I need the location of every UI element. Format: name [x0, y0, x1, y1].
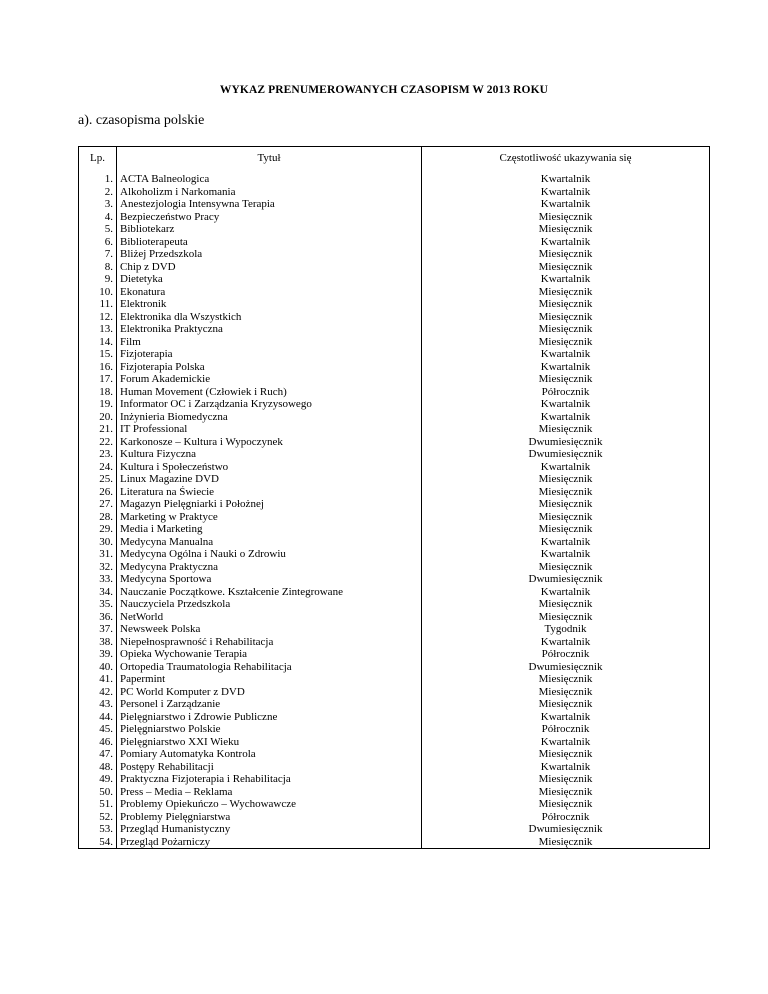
cell-frequency: Miesięcznik	[422, 373, 710, 386]
cell-lp: 43.	[79, 698, 117, 711]
table-row	[79, 361, 710, 374]
cell-lp: 52.	[79, 811, 117, 824]
table-row	[79, 536, 710, 549]
table-row	[79, 823, 710, 836]
table-row	[79, 798, 710, 811]
cell-frequency: Kwartalnik	[422, 186, 710, 199]
cell-title: Fizjoterapia	[117, 348, 422, 361]
cell-lp: 37.	[79, 623, 117, 636]
cell-frequency: Dwumiesięcznik	[422, 448, 710, 461]
cell-title: Bibliotekarz	[117, 223, 422, 236]
cell-frequency: Miesięcznik	[422, 798, 710, 811]
cell-lp: 27.	[79, 498, 117, 511]
cell-frequency: Kwartalnik	[422, 636, 710, 649]
table-row	[79, 711, 710, 724]
cell-frequency: Miesięcznik	[422, 211, 710, 224]
cell-frequency: Kwartalnik	[422, 586, 710, 599]
cell-frequency: Kwartalnik	[422, 461, 710, 474]
cell-lp: 18.	[79, 386, 117, 399]
cell-title: Ortopedia Traumatologia Rehabilitacja	[117, 661, 422, 674]
table-row	[79, 386, 710, 399]
cell-title: Opieka Wychowanie Terapia	[117, 648, 422, 661]
cell-lp: 28.	[79, 511, 117, 524]
cell-frequency: Miesięcznik	[422, 773, 710, 786]
cell-title: Kultura i Społeczeństwo	[117, 461, 422, 474]
cell-title: Linux Magazine DVD	[117, 473, 422, 486]
table-row	[79, 298, 710, 311]
cell-lp: 15.	[79, 348, 117, 361]
cell-lp: 40.	[79, 661, 117, 674]
cell-title: Karkonosze – Kultura i Wypoczynek	[117, 436, 422, 449]
cell-lp: 50.	[79, 786, 117, 799]
cell-lp: 45.	[79, 723, 117, 736]
table-row	[79, 523, 710, 536]
cell-title: Alkoholizm i Narkomania	[117, 186, 422, 199]
cell-lp: 3.	[79, 198, 117, 211]
cell-lp: 24.	[79, 461, 117, 474]
cell-frequency: Kwartalnik	[422, 236, 710, 249]
table-row	[79, 398, 710, 411]
cell-lp: 11.	[79, 298, 117, 311]
cell-lp: 49.	[79, 773, 117, 786]
cell-title: Fizjoterapia Polska	[117, 361, 422, 374]
cell-lp: 13.	[79, 323, 117, 336]
cell-title: Pielęgniarstwo XXI Wieku	[117, 736, 422, 749]
cell-title: Personel i Zarządzanie	[117, 698, 422, 711]
cell-lp: 6.	[79, 236, 117, 249]
cell-frequency: Miesięcznik	[422, 836, 710, 849]
table-row	[79, 186, 710, 199]
header-title: Tytuł	[117, 147, 422, 174]
cell-title: Newsweek Polska	[117, 623, 422, 636]
cell-title: Niepełnosprawność i Rehabilitacja	[117, 636, 422, 649]
cell-frequency: Miesięcznik	[422, 336, 710, 349]
cell-frequency: Kwartalnik	[422, 361, 710, 374]
table-row	[79, 311, 710, 324]
table-row	[79, 786, 710, 799]
header-frequency: Częstotliwość ukazywania się	[422, 147, 710, 174]
cell-lp: 33.	[79, 573, 117, 586]
cell-lp: 29.	[79, 523, 117, 536]
cell-title: Medycyna Manualna	[117, 536, 422, 549]
cell-title: Pielęgniarstwo i Zdrowie Publiczne	[117, 711, 422, 724]
cell-title: Praktyczna Fizjoterapia i Rehabilitacja	[117, 773, 422, 786]
cell-frequency: Półrocznik	[422, 723, 710, 736]
cell-frequency: Miesięcznik	[422, 523, 710, 536]
cell-title: Dietetyka	[117, 273, 422, 286]
cell-title: Biblioterapeuta	[117, 236, 422, 249]
table-row	[79, 548, 710, 561]
cell-frequency: Miesięcznik	[422, 323, 710, 336]
cell-frequency: Tygodnik	[422, 623, 710, 636]
table-row	[79, 561, 710, 574]
cell-frequency: Miesięcznik	[422, 686, 710, 699]
cell-title: Anestezjologia Intensywna Terapia	[117, 198, 422, 211]
cell-title: Magazyn Pielęgniarki i Położnej	[117, 498, 422, 511]
table-row	[79, 286, 710, 299]
table-row	[79, 761, 710, 774]
cell-frequency: Miesięcznik	[422, 298, 710, 311]
cell-title: Przegląd Pożarniczy	[117, 836, 422, 849]
cell-title: NetWorld	[117, 611, 422, 624]
table-row	[79, 423, 710, 436]
cell-lp: 14.	[79, 336, 117, 349]
periodicals-table	[78, 146, 710, 849]
table-row	[79, 511, 710, 524]
table-row	[79, 261, 710, 274]
cell-title: Problemy Pielęgniarstwa	[117, 811, 422, 824]
cell-lp: 36.	[79, 611, 117, 624]
cell-frequency: Kwartalnik	[422, 536, 710, 549]
cell-lp: 41.	[79, 673, 117, 686]
cell-frequency: Miesięcznik	[422, 473, 710, 486]
cell-frequency: Półrocznik	[422, 811, 710, 824]
cell-title: Przegląd Humanistyczny	[117, 823, 422, 836]
cell-title: Inżynieria Biomedyczna	[117, 411, 422, 424]
cell-title: Film	[117, 336, 422, 349]
table-row	[79, 436, 710, 449]
cell-lp: 17.	[79, 373, 117, 386]
cell-lp: 2.	[79, 186, 117, 199]
cell-title: Medycyna Sportowa	[117, 573, 422, 586]
cell-lp: 1.	[79, 173, 117, 186]
cell-frequency: Miesięcznik	[422, 611, 710, 624]
cell-frequency: Kwartalnik	[422, 273, 710, 286]
table-row	[79, 748, 710, 761]
cell-title: Chip z DVD	[117, 261, 422, 274]
cell-frequency: Miesięcznik	[422, 248, 710, 261]
cell-frequency: Kwartalnik	[422, 348, 710, 361]
cell-title: Media i Marketing	[117, 523, 422, 536]
cell-title: Nauczyciela Przedszkola	[117, 598, 422, 611]
cell-title: Bezpieczeństwo Pracy	[117, 211, 422, 224]
cell-frequency: Dwumiesięcznik	[422, 436, 710, 449]
cell-lp: 38.	[79, 636, 117, 649]
table-row	[79, 248, 710, 261]
table-row	[79, 348, 710, 361]
cell-title: Forum Akademickie	[117, 373, 422, 386]
cell-frequency: Kwartalnik	[422, 411, 710, 424]
cell-frequency: Miesięcznik	[422, 423, 710, 436]
cell-title: Kultura Fizyczna	[117, 448, 422, 461]
cell-title: Informator OC i Zarządzania Kryzysowego	[117, 398, 422, 411]
cell-title: Bliżej Przedszkola	[117, 248, 422, 261]
table-row	[79, 636, 710, 649]
cell-title: Ekonatura	[117, 286, 422, 299]
cell-frequency: Kwartalnik	[422, 761, 710, 774]
cell-title: Papermint	[117, 673, 422, 686]
table-row	[79, 323, 710, 336]
cell-lp: 44.	[79, 711, 117, 724]
cell-title: Elektronika dla Wszystkich	[117, 311, 422, 324]
cell-title: ACTA Balneologica	[117, 173, 422, 186]
table-row	[79, 736, 710, 749]
cell-frequency: Miesięcznik	[422, 561, 710, 574]
cell-lp: 21.	[79, 423, 117, 436]
section-subtitle: a). czasopisma polskie	[78, 113, 205, 128]
cell-lp: 5.	[79, 223, 117, 236]
cell-lp: 22.	[79, 436, 117, 449]
table-row	[79, 611, 710, 624]
cell-frequency: Dwumiesięcznik	[422, 573, 710, 586]
cell-frequency: Miesięcznik	[422, 223, 710, 236]
cell-frequency: Dwumiesięcznik	[422, 661, 710, 674]
cell-lp: 8.	[79, 261, 117, 274]
cell-lp: 46.	[79, 736, 117, 749]
cell-lp: 34.	[79, 586, 117, 599]
cell-lp: 25.	[79, 473, 117, 486]
table-row	[79, 198, 710, 211]
cell-lp: 7.	[79, 248, 117, 261]
cell-frequency: Miesięcznik	[422, 311, 710, 324]
cell-lp: 20.	[79, 411, 117, 424]
cell-lp: 16.	[79, 361, 117, 374]
cell-title: Elektronik	[117, 298, 422, 311]
cell-lp: 30.	[79, 536, 117, 549]
cell-frequency: Miesięcznik	[422, 486, 710, 499]
table-row	[79, 661, 710, 674]
cell-frequency: Półrocznik	[422, 386, 710, 399]
table-row	[79, 486, 710, 499]
table-row	[79, 223, 710, 236]
table-row	[79, 623, 710, 636]
table-row	[79, 686, 710, 699]
cell-lp: 26.	[79, 486, 117, 499]
cell-frequency: Miesięcznik	[422, 286, 710, 299]
table-row	[79, 448, 710, 461]
cell-lp: 54.	[79, 836, 117, 849]
cell-title: Nauczanie Początkowe. Kształcenie Zintegrowane	[117, 586, 422, 599]
cell-frequency: Miesięcznik	[422, 511, 710, 524]
cell-frequency: Kwartalnik	[422, 711, 710, 724]
cell-frequency: Kwartalnik	[422, 548, 710, 561]
cell-title: Problemy Opiekuńczo – Wychowawcze	[117, 798, 422, 811]
cell-title: Literatura na Świecie	[117, 486, 422, 499]
cell-title: Marketing w Praktyce	[117, 511, 422, 524]
table-row	[79, 461, 710, 474]
table-row	[79, 573, 710, 586]
cell-frequency: Miesięcznik	[422, 673, 710, 686]
table-row	[79, 236, 710, 249]
table-row	[79, 598, 710, 611]
table-row	[79, 373, 710, 386]
cell-frequency: Miesięcznik	[422, 748, 710, 761]
cell-title: Pielęgniarstwo Polskie	[117, 723, 422, 736]
cell-lp: 48.	[79, 761, 117, 774]
cell-title: Press – Media – Reklama	[117, 786, 422, 799]
cell-title: PC World Komputer z DVD	[117, 686, 422, 699]
cell-frequency: Miesięcznik	[422, 598, 710, 611]
cell-lp: 23.	[79, 448, 117, 461]
cell-frequency: Dwumiesięcznik	[422, 823, 710, 836]
cell-title: Pomiary Automatyka Kontrola	[117, 748, 422, 761]
cell-frequency: Miesięcznik	[422, 698, 710, 711]
cell-title: Medycyna Praktyczna	[117, 561, 422, 574]
table-row	[79, 211, 710, 224]
cell-lp: 9.	[79, 273, 117, 286]
table-row	[79, 811, 710, 824]
cell-frequency: Kwartalnik	[422, 198, 710, 211]
document-title: WYKAZ PRENUMEROWANYCH CZASOPISM W 2013 ROKU	[219, 84, 549, 96]
table-row	[79, 586, 710, 599]
cell-title: IT Professional	[117, 423, 422, 436]
cell-frequency: Kwartalnik	[422, 398, 710, 411]
cell-frequency: Kwartalnik	[422, 736, 710, 749]
table-row	[79, 648, 710, 661]
table-row	[79, 336, 710, 349]
cell-lp: 53.	[79, 823, 117, 836]
cell-frequency: Miesięcznik	[422, 261, 710, 274]
table-row	[79, 698, 710, 711]
table-row	[79, 411, 710, 424]
cell-title: Elektronika Praktyczna	[117, 323, 422, 336]
table-row	[79, 473, 710, 486]
cell-lp: 19.	[79, 398, 117, 411]
cell-lp: 42.	[79, 686, 117, 699]
table-row	[79, 836, 710, 849]
cell-lp: 10.	[79, 286, 117, 299]
cell-lp: 35.	[79, 598, 117, 611]
table-row	[79, 273, 710, 286]
cell-lp: 12.	[79, 311, 117, 324]
cell-lp: 4.	[79, 211, 117, 224]
cell-lp: 47.	[79, 748, 117, 761]
cell-lp: 39.	[79, 648, 117, 661]
cell-frequency: Kwartalnik	[422, 173, 710, 186]
cell-frequency: Półrocznik	[422, 648, 710, 661]
table-row	[79, 673, 710, 686]
table-row	[79, 498, 710, 511]
header-lp: Lp.	[79, 147, 117, 174]
cell-title: Postępy Rehabilitacji	[117, 761, 422, 774]
cell-title: Human Movement (Człowiek i Ruch)	[117, 386, 422, 399]
table-row	[79, 773, 710, 786]
cell-title: Medycyna Ogólna i Nauki o Zdrowiu	[117, 548, 422, 561]
table-row	[79, 173, 710, 186]
cell-lp: 32.	[79, 561, 117, 574]
cell-frequency: Miesięcznik	[422, 786, 710, 799]
table-header-row	[79, 147, 710, 174]
cell-lp: 31.	[79, 548, 117, 561]
cell-lp: 51.	[79, 798, 117, 811]
cell-frequency: Miesięcznik	[422, 498, 710, 511]
table-row	[79, 723, 710, 736]
